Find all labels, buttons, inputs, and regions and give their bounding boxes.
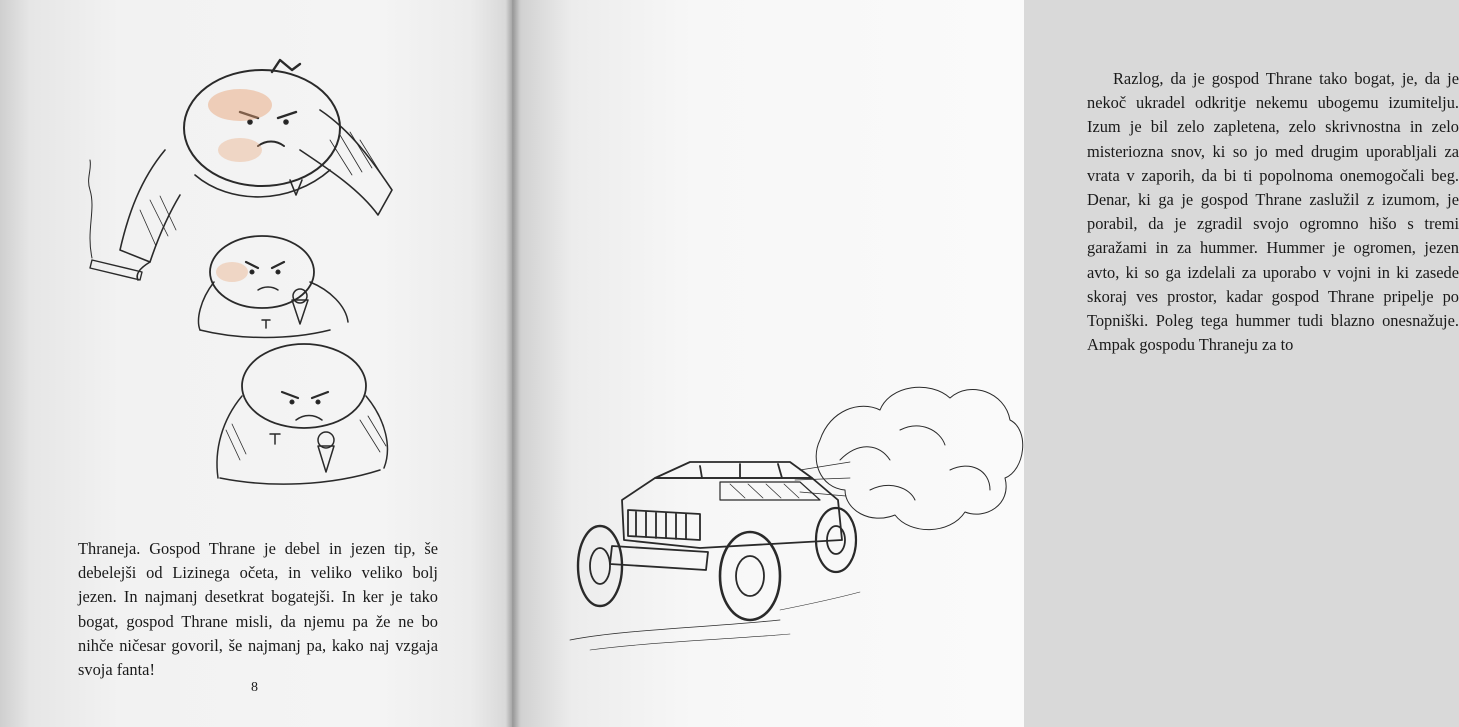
book-gutter [506,0,520,727]
right-page-text [1087,67,1459,357]
left-page [0,0,512,727]
right-page [512,0,1459,727]
page-number: 8 [251,680,258,695]
illustration-hummer [512,0,1024,727]
left-paragraph: Thraneja. Gospod Thrane je debel in jezen tip, še debelejši od Lizinega očeta, in veliko veliko bolj jezen. In najmanj desetkrat bogatejši. In ker je tako bogat, gospod Thrane misli, da njemu pa že ne bo nihče ničesar govoril, še najmanj pa, kako naj vzgaja svoja fanta! [78,539,438,680]
right-paragraph: Razlog, da je gospod Thrane tako bogat, je, da je nekoč ukradel odkritje nekemu ubogemu izumitelju. Izum je bil zelo zapletena, zelo skrivnostna in zelo misteriozna snov, ki so jo med drugim uporabljali za vrata v zaporih, da bi ti popolnoma onemogočali beg. Denar, ki ga je gospod Thrane zaslužil z izumom, je porabil, da je zgradil svojo ogromno hišo s tremi garažami in za hummer. Hummer je ogromen, jezen avto, ki so ga izdelali za uporabo v vojni in ki zasede skoraj ves prostor, kadar gospod Thrane pripelje po Topniški. Poleg tega hummer tudi blazno onesnažuje. Ampak gospodu Thraneju za to [1087,69,1459,355]
illustration-thrane-family [0,0,512,520]
left-page-text [78,537,438,682]
